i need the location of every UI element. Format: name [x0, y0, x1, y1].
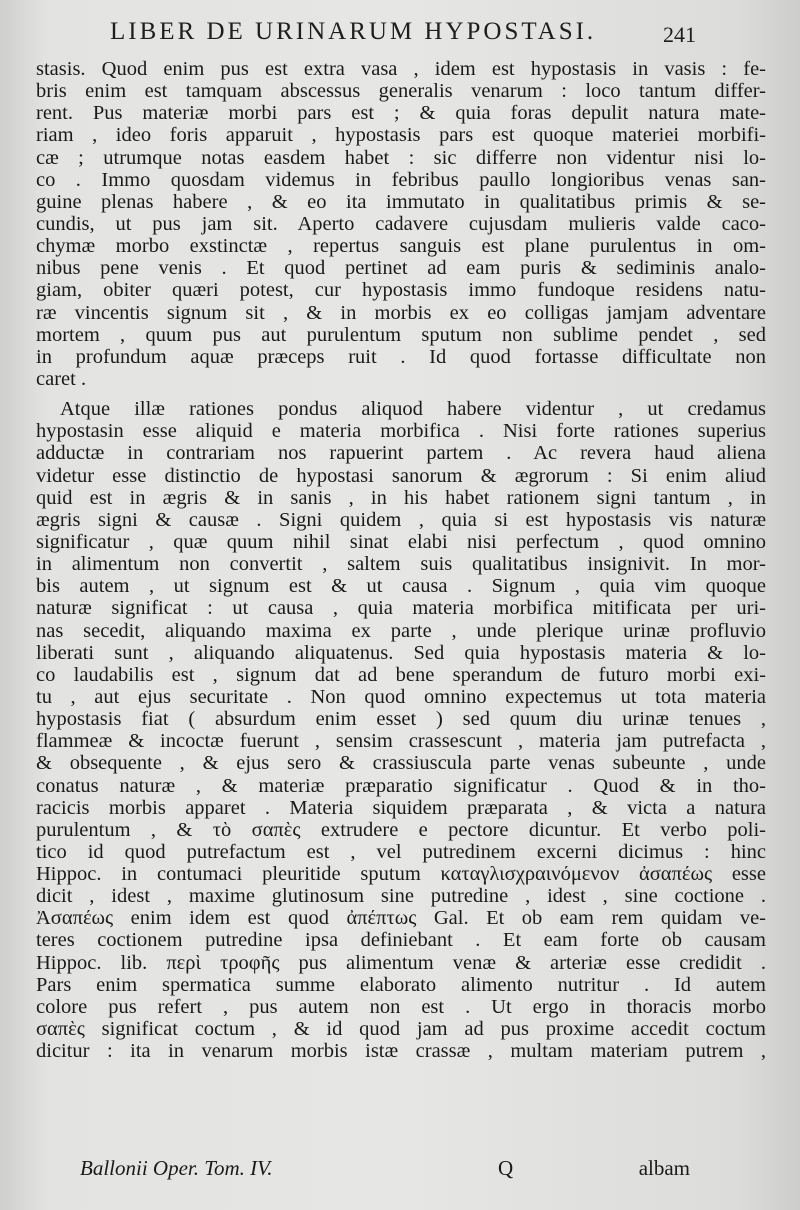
text-line: ræ vincentis signum sit , & in morbis ex eo colligas jamjam adventare: [36, 301, 766, 324]
text-line: Atque illæ rationes pondus aliquod habere videntur , ut credamus: [60, 398, 766, 421]
text-line: liberati sunt , aliquando aliquatenus. Sed quia hypostasis materia & lo-: [36, 641, 766, 664]
running-title: LIBER DE URINARUM HYPOSTASI.: [110, 18, 597, 45]
paragraph: [36, 58, 766, 390]
text-line: flammeæ & incoctæ fuerunt , sensim crassescunt , materia jam putrefacta ,: [36, 730, 766, 753]
text-line: racicis morbis apparet . Materia siquidem præparata , & victa a natura: [36, 796, 766, 819]
page-header: [110, 18, 696, 52]
text-line: Hippoc. lib. περὶ τροφῆς pus alimentum venæ & arteriæ esse credidit .: [36, 951, 766, 974]
text-line: mortem , quum pus aut purulentum sputum non sublime pendet , sed: [36, 323, 766, 346]
text-line: purulentum , & τὸ σαπὲς extrudere e pectore dicuntur. Et verbo poli-: [36, 818, 766, 841]
paragraph-gap: [36, 390, 766, 398]
signature-mark: Q: [498, 1156, 514, 1180]
text-line: guine plenas habere , & eo ita immutato in qualitatibus primis & se-: [36, 190, 766, 213]
text-line: nas secedit, aliquando maxima ex parte , unde plerique urinæ profluvio: [36, 619, 766, 642]
text-line: Pars enim spermatica summe elaborato alimento nutritur . Id autem: [36, 973, 766, 996]
paragraph: [36, 398, 766, 1062]
text-line: cæ ; utrumque notas easdem habet : sic differre non videntur nisi lo-: [36, 146, 766, 169]
text-line: giam, obiter quæri potest, cur hypostasis immo fundoque residens natu-: [36, 279, 766, 302]
text-line: tu , aut ejus securitate . Non quod omnino expectemus ut tota materia: [36, 685, 766, 708]
text-line: nibus pene venis . Et quod pertinet ad eam puris & sediminis analo-: [36, 257, 766, 280]
text-line: σαπὲς significat coctum , & id quod jam ad pus proxime accedit coctum: [36, 1018, 766, 1041]
page-footer: [80, 1156, 690, 1186]
text-line: ægris signi & causæ . Signi quidem , quia si est hypostasis vis naturæ: [36, 508, 766, 531]
catchword: albam: [638, 1156, 690, 1180]
text-line: bis autem , ut signum est & ut causa . Signum , quia vim quoque: [36, 575, 766, 598]
text-line: chymæ morbo exstinctæ , repertus sanguis est plane purulentus in om-: [36, 235, 766, 258]
text-line: hypostasis fiat ( absurdum enim esset ) sed quum diu urinæ tenues ,: [36, 708, 766, 731]
text-line: colore pus refert , pus autem non est . Ut ergo in thoracis morbo: [36, 995, 766, 1018]
text-line: hypostasin esse aliquid e materia morbifica . Nisi forte rationes superius: [36, 420, 766, 443]
page-number: 241: [663, 22, 696, 47]
text-line: & obsequente , & ejus sero & crassiuscula parte venas subeunte , unde: [36, 752, 766, 775]
text-line: quid est in ægris & in sanis , in his habet rationem signi tantum , in: [36, 486, 766, 509]
text-line: significatur , quæ quum nihil sinat elabi nisi perfectum , quod omnino: [36, 530, 766, 553]
text-line: naturæ significat : ut causa , quia materia morbifica mitificata per uri-: [36, 597, 766, 620]
text-line: cundis, ut pus jam sit. Aperto cadavere cujusdam mulieris valde caco-: [36, 212, 766, 235]
body-text: [36, 58, 766, 1062]
text-line: dicitur : ita in venarum morbis istæ crassæ , multam materiam putrem ,: [36, 1040, 766, 1063]
text-line: in profundum aquæ præceps ruit . Id quod fortasse difficultate non: [36, 345, 766, 368]
text-line: dicit , idest , maxime glutinosum sine putredine , idest , sine coctione .: [36, 885, 766, 908]
text-line: in alimentum non convertit , saltem suis qualitatibus insignivit. In mor-: [36, 553, 766, 576]
text-line: stasis. Quod enim pus est extra vasa , idem est hypostasis in vasis : fe-: [36, 58, 766, 80]
text-line: teres coctionem putredine ipsa definiebant . Et eam forte ob causam: [36, 929, 766, 952]
text-line: riam , ideo foris apparuit , hypostasis pars est quoque materiei morbifi-: [36, 124, 766, 147]
text-line: Ἀσαπέως enim idem est quod ἀπέπτως Gal. Et ob eam rem quidam ve-: [36, 907, 766, 930]
text-line: videtur esse distinctio de hypostasi sanorum & ægrorum : Si enim aliud: [36, 464, 766, 487]
text-line: rent. Pus materiæ morbi pars est ; & quia foras depulit natura mate-: [36, 102, 766, 125]
text-line: adductæ in contrariam nos rapuerint partem . Ac revera haud aliena: [36, 442, 766, 465]
text-line: bris enim est tamquam abscessus generalis venarum : loco tantum differ-: [36, 80, 766, 103]
text-line: tico id quod putrefactum est , vel putredinem excerni dicimus : hinc: [36, 840, 766, 863]
text-line: Hippoc. in contumaci pleuritide sputum καταγλισχραινόμενον ἀσαπέως esse: [36, 863, 766, 886]
signature-line: Ballonii Oper. Tom. IV.: [80, 1156, 273, 1180]
text-line: conatus naturæ , & materiæ præparatio significatur . Quod & in tho-: [36, 774, 766, 797]
text-line: co laudabilis est , signum dat ad bene sperandum de futuro morbi exi-: [36, 663, 766, 686]
text-line: caret .: [36, 367, 87, 390]
text-line: co . Immo quosdam videmus in febribus paullo longioribus venas san-: [36, 168, 766, 191]
